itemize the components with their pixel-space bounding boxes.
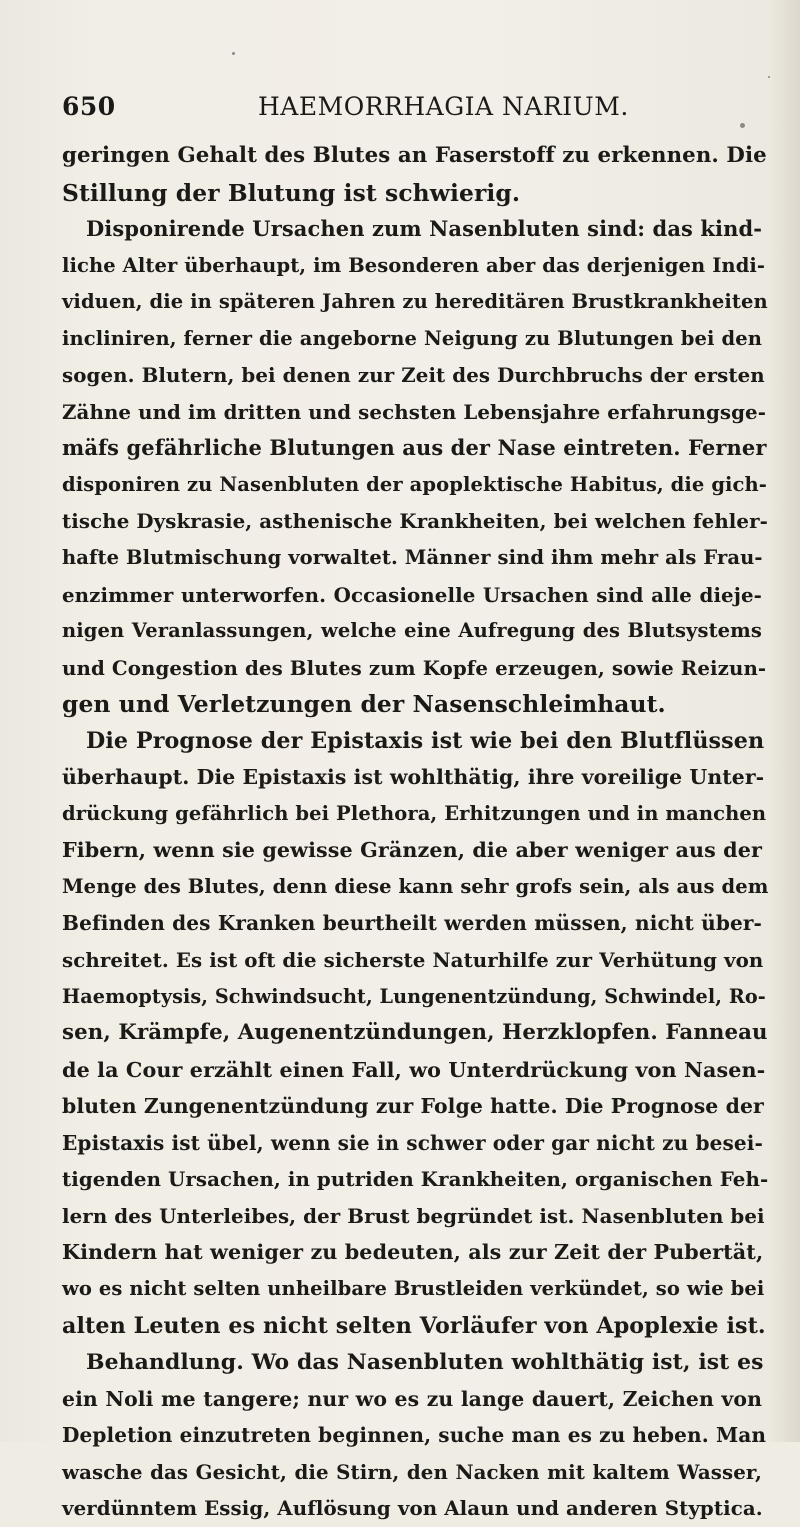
text-line: Epistaxis ist übel, wenn sie in schwer oder gar nicht zu besei- [62,1130,763,1155]
text-line: Haemoptysis, Schwindsucht, Lungenentzündung, Schwindel, Ro- [62,984,766,1008]
text-line: hafte Blutmischung vorwaltet. Männer sind ihm mehr als Frau- [62,546,763,570]
ink-speck [232,52,235,55]
text-line: incliniren, ferner die angeborne Neigung zu Blutungen bei den [62,326,762,350]
page-number: 650 [62,92,116,121]
text-line: wo es nicht selten unheilbare Brustleiden verkündet, so wie bei [62,1276,765,1300]
text-line: und Congestion des Blutes zum Kopfe erzeugen, sowie Reizun- [62,655,767,680]
text-line: wasche das Gesicht, die Stirn, den Nacken mit kaltem Wasser, [62,1459,762,1484]
text-line: schreitet. Es ist oft die sicherste Naturhilfe zur Verhütung von [62,948,764,973]
text-line: Fibern, wenn sie gewisse Gränzen, die aber weniger aus der [62,838,763,863]
body-text [62,138,769,1527]
text-line: überhaupt. Die Epistaxis ist wohlthätig, ihre voreilige Unter- [62,765,765,790]
text-line: drückung gefährlich bei Plethora, Erhitzungen und in manchen [62,801,767,825]
text-line: Disponirende Ursachen zum Nasenbluten sind: das kind- [86,216,763,242]
text-line: de la Cour erzählt einen Fall, wo Unterdrückung von Nasen- [62,1057,766,1082]
text-line: disponiren zu Nasenbluten der apoplektische Habitus, die gich- [62,472,768,496]
text-line: alten Leuten es nicht selten Vorläufer von Apoplexie ist. [62,1312,766,1339]
text-line: Behandlung. Wo das Nasenbluten wohlthätig ist, ist es [86,1349,764,1376]
running-title: HAEMORRHAGIA NARIUM. [258,92,629,121]
text-line: Depletion einzutreten beginnen, suche man es zu heben. Man [62,1423,767,1448]
text-line: lern des Unterleibes, der Brust begründet ist. Nasenbluten bei [62,1203,765,1228]
text-line: tigenden Ursachen, in putriden Krankheiten, organischen Feh- [62,1167,769,1192]
text-line: geringen Gehalt des Blutes an Faserstoff zu erkennen. Die [62,143,767,168]
text-line: sen, Krämpfe, Augenentzündungen, Herzklopfen. Fanneau [62,1020,768,1046]
text-line: nigen Veranlassungen, welche eine Aufregung des Blutsystems [62,619,762,643]
text-line: liche Alter überhaupt, im Besonderen aber das derjenigen Indi- [62,253,766,277]
text-line: Befinden des Kranken beurtheilt werden müssen, nicht über- [62,911,762,936]
text-line: Menge des Blutes, denn diese kann sehr grofs sein, als aus dem [62,874,769,898]
text-line: verdünntem Essig, Auflösung von Alaun und anderen Styptica. [62,1496,763,1521]
text-line: tische Dyskrasie, asthenische Krankheiten, bei welchen fehler- [62,509,768,534]
ink-speck [768,76,770,78]
ink-speck [740,123,745,128]
text-line: Zähne und im dritten und sechsten Lebensjahre erfahrungsge- [62,399,767,424]
text-line: gen und Verletzungen der Nasenschleimhaut. [62,690,666,719]
text-line: Kindern hat weniger zu bedeuten, als zur Zeit der Pubertät, [62,1240,764,1265]
text-line: Stillung der Blutung ist schwierig. [62,178,521,207]
text-line: enzimmer unterworfen. Occasionelle Ursachen sind alle dieje- [62,582,762,607]
text-line: viduen, die in späteren Jahren zu hereditären Brustkrankheiten [62,290,768,314]
text-line: mäfs gefährliche Blutungen aus der Nase eintreten. Ferner [62,435,767,461]
page-header [62,92,762,122]
text-line: bluten Zungenentzündung zur Folge hatte. Die Prognose der [62,1094,764,1119]
text-line: ein Noli me tangere; nur wo es zu lange dauert, Zeichen von [62,1386,762,1411]
text-line: sogen. Blutern, bei denen zur Zeit des Durchbruchs der ersten [62,363,765,388]
text-line: Die Prognose der Epistaxis ist wie bei den Blutflüssen [86,727,765,754]
